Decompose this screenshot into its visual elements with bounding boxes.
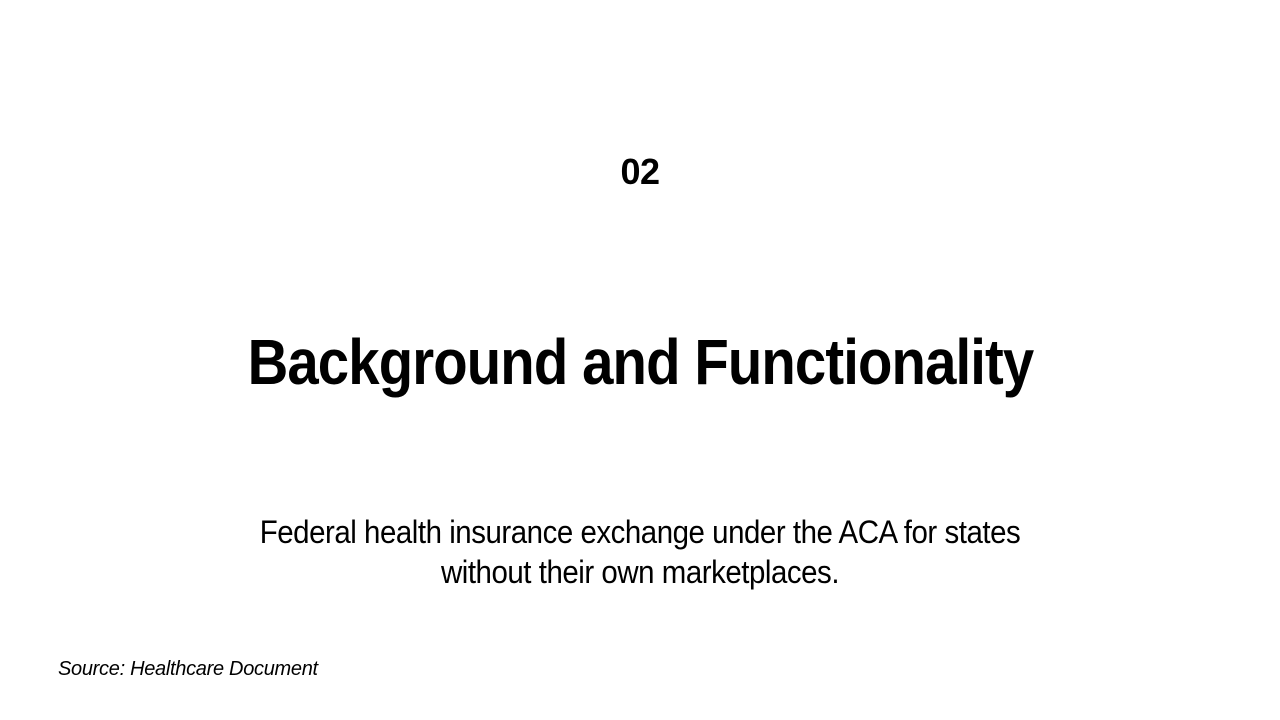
section-number: 02: [620, 151, 660, 192]
slide-title-text: Background and Functionality: [247, 326, 1033, 398]
slide-title: [0, 326, 1280, 398]
source-note: Source: Healthcare Document: [58, 658, 318, 680]
slide-subtitle: Federal health insurance exchange under the ACA for states without their own marketplaces.: [259, 514, 1021, 590]
